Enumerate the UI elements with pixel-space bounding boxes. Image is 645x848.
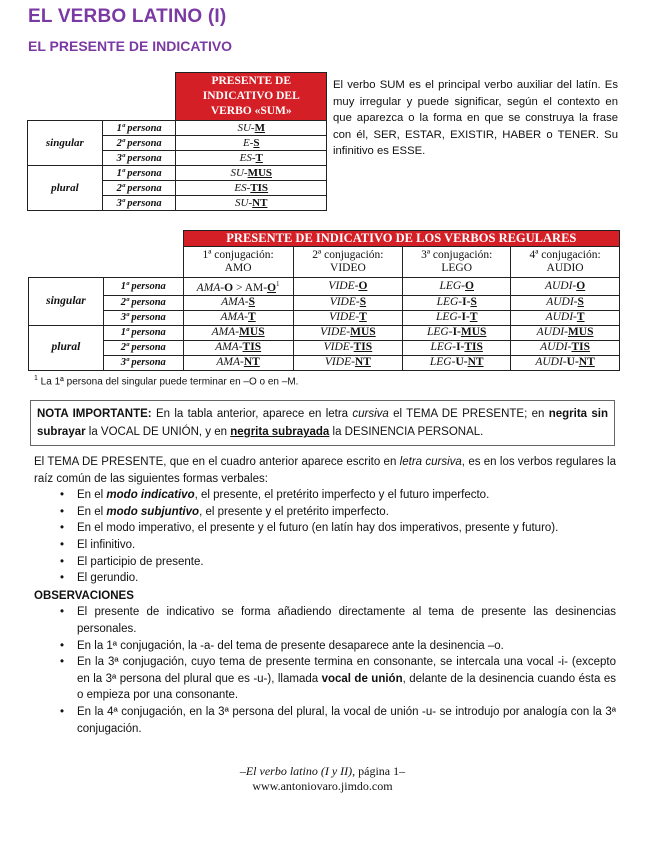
sum-table-row	[28, 121, 327, 136]
verb-forms-list	[34, 487, 616, 587]
conjugation-column-header: 2ª conjugación: VIDEO	[293, 247, 403, 278]
list-item: • En el modo subjuntivo, el presente y el pretérito imperfecto.	[34, 504, 616, 521]
conjugation-column-header: 3ª conjugación: LEGO	[403, 247, 511, 278]
observaciones-list	[34, 604, 616, 737]
sum-table-row	[28, 166, 327, 181]
list-item: • El participio de presente.	[34, 554, 616, 571]
regular-verbs-table	[28, 230, 620, 371]
persona-label: 2ª persona	[102, 136, 176, 151]
persona-label: 3ª persona	[102, 151, 176, 166]
persona-label: 3ª persona	[103, 310, 183, 325]
sum-description: El verbo SUM es el principal verbo auxiliar del latín. Es muy irregular y puede significar, según el contexto en que aparezca o la forma en que se construya la frase con él, SER, ESTAR, EXISTIR, HABER o TENER. Su infinitivo es ESSE.	[333, 79, 618, 157]
verb-form: AUDI-U-NT	[511, 355, 620, 370]
number-label: plural	[28, 166, 103, 211]
verb-form: AUDI-MUS	[511, 325, 620, 340]
persona-label: 2ª persona	[102, 181, 176, 196]
sum-table-header: PRESENTE DE INDICATIVO DEL VERBO «SUM»	[176, 73, 327, 121]
persona-label: 1ª persona	[102, 166, 176, 181]
list-item: • El gerundio.	[34, 570, 616, 587]
verb-form: AUDI-O	[511, 278, 620, 296]
list-item: • En el modo indicativo, el presente, el pretérito imperfecto y el futuro imperfecto.	[34, 487, 616, 504]
sum-conjugation-table	[27, 72, 327, 211]
persona-label: 1ª persona	[103, 278, 183, 296]
list-item: • El presente de indicativo se forma añadiendo directamente al tema de presente las desinencias personales.	[34, 604, 616, 637]
verb-form: ES-T	[176, 151, 327, 166]
list-item: • En la 4ª conjugación, en la 3ª persona del plural, la vocal de unión -u- se introdujo por analogía con la 3ª conjugación.	[34, 704, 616, 737]
verb-form: LEG-I-T	[403, 310, 511, 325]
verb-form: SU-NT	[176, 196, 327, 211]
verb-form: VIDE-NT	[293, 355, 403, 370]
persona-label: 3ª persona	[103, 355, 183, 370]
verb-form: $AMA-O > AM-O^1$	[183, 278, 293, 296]
verb-form: AMA-S	[183, 295, 293, 310]
intro-paragraph: El TEMA DE PRESENTE, que en el cuadro anterior aparece escrito en letra cursiva, es en los verbos regulares la raíz común de las siguientes formas verbales:	[34, 456, 616, 485]
regular-table-row	[29, 295, 620, 310]
verb-form: AUDI-TIS	[511, 340, 620, 355]
verb-form: LEG-I-TIS	[403, 340, 511, 355]
verb-form: VIDE-TIS	[293, 340, 403, 355]
verb-form: AMA-MUS	[183, 325, 293, 340]
persona-label: 2ª persona	[103, 340, 183, 355]
verb-form: LEG-U-NT	[403, 355, 511, 370]
important-note: NOTA IMPORTANTE: En la tabla anterior, aparece en letra cursiva el TEMA DE PRESENTE; en negrita sin subrayar la VOCAL DE UNIÓN, y en negrita subrayada la DESINENCIA PERSONAL.	[30, 400, 615, 446]
verb-form: VIDE-MUS	[293, 325, 403, 340]
verb-form: VIDE-T	[293, 310, 403, 325]
persona-label: 1ª persona	[103, 325, 183, 340]
verb-form: LEG-I-S	[403, 295, 511, 310]
list-item: • El infinitivo.	[34, 537, 616, 554]
verb-form: VIDE-O	[293, 278, 403, 296]
verb-form: SU-MUS	[176, 166, 327, 181]
list-item: • En el modo imperativo, el presente y el futuro (en latín hay dos imperativos, presente y futuro).	[34, 520, 616, 537]
verb-form: AMA-T	[183, 310, 293, 325]
list-item: • En la 1ª conjugación, la -a- del tema de presente desaparece ante la desinencia –o.	[34, 638, 616, 655]
verb-form: AMA-TIS	[183, 340, 293, 355]
verb-form: E-S	[176, 136, 327, 151]
number-label: singular	[29, 278, 104, 326]
regular-table-header: PRESENTE DE INDICATIVO DE LOS VERBOS REGULARES	[183, 231, 619, 247]
regular-table-row	[29, 278, 620, 296]
verb-form: AUDI-T	[511, 310, 620, 325]
conjugation-column-header: 4ª conjugación: AUDIO	[511, 247, 620, 278]
body-text	[34, 454, 616, 737]
list-item: • En la 3ª conjugación, cuyo tema de presente termina en consonante, se intercala una vocal -i- (excepto en la 3ª persona del plural que es -u-), llamada vocal de unión, delante de la desinencia cuando ésta es o empieza por una consonante.	[34, 654, 616, 704]
verb-form: LEG-O	[403, 278, 511, 296]
regular-table-row	[29, 310, 620, 325]
verb-form: AUDI-S	[511, 295, 620, 310]
persona-label: 3ª persona	[102, 196, 176, 211]
persona-label: 1ª persona	[102, 121, 176, 136]
observaciones-heading: OBSERVACIONES	[34, 589, 134, 602]
persona-label: 2ª persona	[103, 295, 183, 310]
footnote: $^1$ La 1ª persona del singular puede terminar en –O o en –M.	[34, 375, 299, 388]
verb-form: AMA-NT	[183, 355, 293, 370]
regular-table-row	[29, 325, 620, 340]
conjugation-column-header: 1ª conjugación: AMO	[183, 247, 293, 278]
number-label: singular	[28, 121, 103, 166]
verb-form: ES-TIS	[176, 181, 327, 196]
number-label: plural	[29, 325, 104, 370]
section-title: EL PRESENTE DE INDICATIVO	[28, 38, 233, 54]
regular-table-row	[29, 340, 620, 355]
verb-form: VIDE-S	[293, 295, 403, 310]
verb-form: LEG-I-MUS	[403, 325, 511, 340]
verb-form: SU-M	[176, 121, 327, 136]
page-title: EL VERBO LATINO (I)	[28, 6, 227, 27]
page-footer: –El verbo latino (I y II), página 1– www.antoniovaro.jimdo.com	[239, 764, 406, 793]
regular-table-row	[29, 355, 620, 370]
